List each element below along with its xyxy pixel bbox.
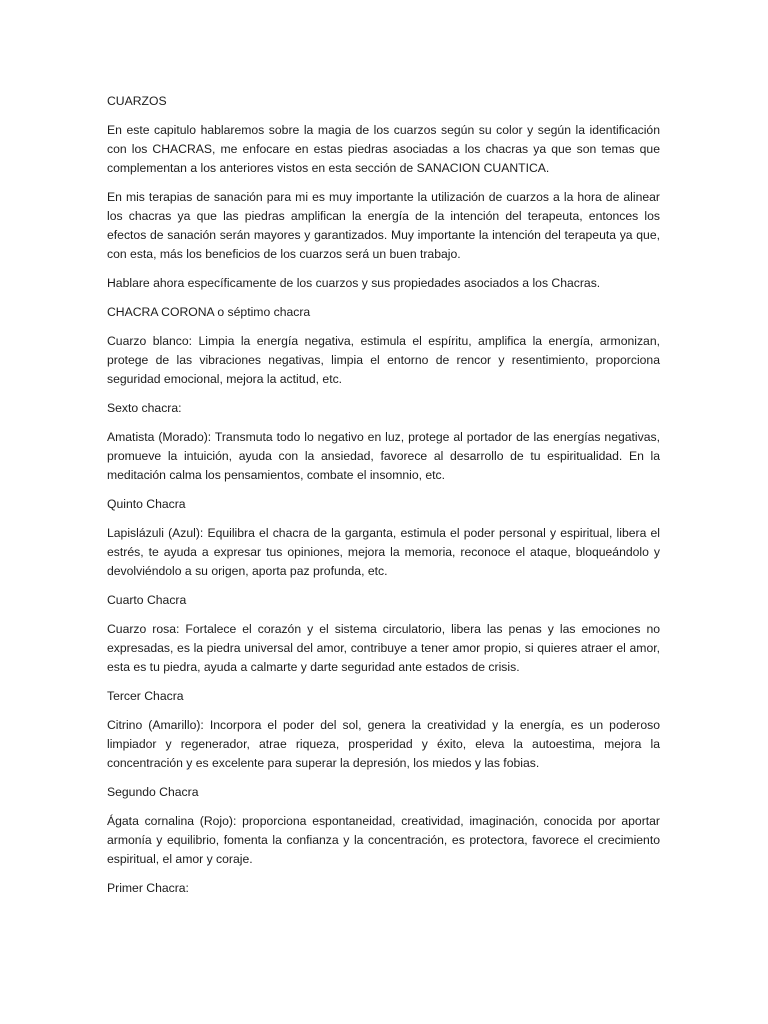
section-body-cuarto: Cuarzo rosa: Fortalece el corazón y el sistema circulatorio, libera las penas y las emociones no expresadas, es la piedra universal del amor, contribuye a tener amor propio, si quieres atraer el amor, esta es tu piedra, ayuda a calmarte y darte seguridad ante estados de crisis. bbox=[107, 622, 660, 674]
section-body-tercer: Citrino (Amarillo): Incorpora el poder del sol, genera la creatividad y la energía, es un poderoso limpiador y regenerador, atrae riqueza, prosperidad y éxito, eleva la autoestima, mejora la concentración y es excelente para superar la depresión, los miedos y las fobias. bbox=[107, 718, 660, 770]
document-page bbox=[107, 92, 660, 898]
section-heading-sexto: Sexto chacra: bbox=[107, 401, 182, 415]
transition-paragraph: Hablare ahora específicamente de los cuarzos y sus propiedades asociados a los Chacras. bbox=[107, 276, 601, 290]
section-body-quinto: Lapislázuli (Azul): Equilibra el chacra de la garganta, estimula el poder personal y espiritual, libera el estrés, te ayuda a expresar tus opiniones, mejora la memoria, reconoce el ataque, bloqueándolo y devolviéndolo a su origen, aporta paz profunda, etc. bbox=[107, 526, 660, 578]
section-heading-corona: CHACRA CORONA o séptimo chacra bbox=[107, 305, 311, 319]
section-heading-tercer: Tercer Chacra bbox=[107, 689, 184, 703]
therapy-paragraph: En mis terapias de sanación para mi es muy importante la utilización de cuarzos a la hora de alinear los chacras ya que las piedras amplifican la energía de la intención del terapeuta, entonces los efectos de sanación serán mayores y garantizados. Muy importante la intención del terapeuta ya que, con esta, más los beneficios de los cuarzos será un buen trabajo. bbox=[107, 190, 660, 261]
section-body-corona: Cuarzo blanco: Limpia la energía negativa, estimula el espíritu, amplifica la energía, armonizan, protege de las vibraciones negativas, limpia el entorno de rencor y resentimiento, proporciona seguridad emocional, mejora la actitud, etc. bbox=[107, 334, 660, 386]
section-body-segundo: Ágata cornalina (Rojo): proporciona espontaneidad, creatividad, imaginación, conocida por aportar armonía y equilibrio, fomenta la confianza y la concentración, es protectora, favorece el crecimiento espiritual, el amor y coraje. bbox=[107, 814, 660, 866]
intro-paragraph: En este capitulo hablaremos sobre la magia de los cuarzos según su color y según la identificación con los CHACRAS, me enfocare en estas piedras asociadas a los chacras ya que son temas que complementan a los anteriores vistos en esta sección de SANACION CUANTICA. bbox=[107, 123, 660, 175]
section-heading-quinto: Quinto Chacra bbox=[107, 497, 186, 511]
document-title: CUARZOS bbox=[107, 94, 167, 108]
section-heading-primer: Primer Chacra: bbox=[107, 881, 189, 895]
section-heading-segundo: Segundo Chacra bbox=[107, 785, 199, 799]
section-heading-cuarto: Cuarto Chacra bbox=[107, 593, 187, 607]
section-body-sexto: Amatista (Morado): Transmuta todo lo negativo en luz, protege al portador de las energías negativas, promueve la intuición, ayuda con la ansiedad, favorece al desarrollo de tu espiritualidad. En la meditación calma los pensamientos, combate el insomnio, etc. bbox=[107, 430, 660, 482]
